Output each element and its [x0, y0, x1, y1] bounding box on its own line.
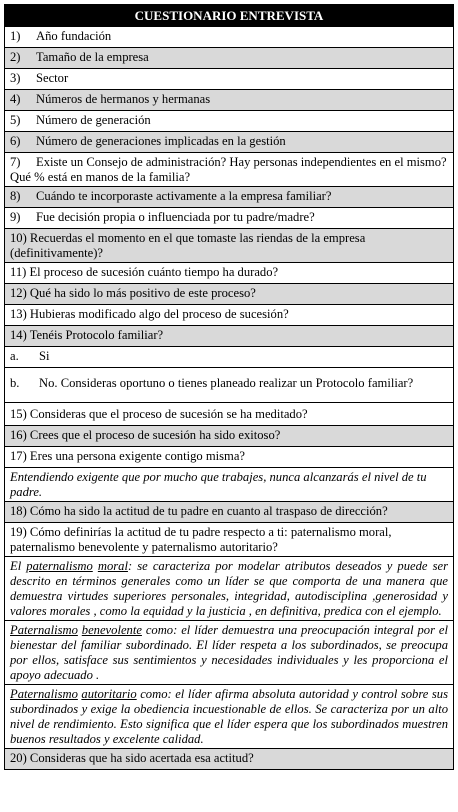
row-number: 5) — [10, 113, 21, 127]
row-number: 3) — [10, 71, 21, 85]
table-row — [5, 347, 454, 368]
row-text: Números de hermanos y hermanas — [36, 92, 211, 106]
row-text: 12) Qué ha sido lo más positivo de este proceso? — [5, 284, 454, 305]
definition-paternalismo-benevolente — [5, 621, 454, 685]
row-number: b. — [10, 376, 20, 390]
table-row — [5, 90, 454, 111]
table-row — [5, 749, 454, 770]
table-row — [5, 27, 454, 48]
table-row — [5, 426, 454, 447]
row-text: Número de generación — [36, 113, 151, 127]
table-row — [5, 523, 454, 557]
definition-paternalismo-autoritario — [5, 685, 454, 749]
table-row — [5, 132, 454, 153]
row-text: Existe un Consejo de administración? Hay personas independientes en el mismo? Qué % está en manos de la familia? — [10, 155, 447, 184]
table-row — [5, 468, 454, 502]
row-number: 6) — [10, 134, 21, 148]
definition-paternalismo-moral — [5, 557, 454, 621]
row-text: 15) Consideras que el proceso de sucesión se ha meditado? — [5, 403, 454, 426]
row-number: 2) — [10, 50, 21, 64]
table-row — [5, 263, 454, 284]
row-text: Tamaño de la empresa — [36, 50, 149, 64]
row-number: 4) — [10, 92, 21, 106]
table-row — [5, 447, 454, 468]
row-text: Sector — [36, 71, 69, 85]
definition-text: como: el líder afirma absoluta autoridad y control sobre sus subordinados y exige la obediencia incuestionable de ellos. Se caracteriza por un alto nivel de rendimiento. Esto significa que el líder espera que los subordinados muestren buenos resultados y excelente calidad. — [10, 687, 448, 746]
table-row — [5, 305, 454, 326]
row-text: 14) Tenéis Protocolo familiar? — [5, 326, 454, 347]
row-number: 1) — [10, 29, 21, 43]
row-text: 13) Hubieras modificado algo del proceso de sucesión? — [5, 305, 454, 326]
definition-term: paternalismo — [26, 559, 93, 573]
table-row — [5, 685, 454, 749]
row-number: a. — [10, 349, 19, 363]
row-text: No. Consideras oportuno o tienes planeado realizar un Protocolo familiar? — [39, 376, 414, 390]
definition-term: autoritario — [81, 687, 137, 701]
questionnaire-table — [4, 4, 454, 770]
table-row — [5, 187, 454, 208]
table-row — [5, 69, 454, 90]
table-row — [5, 284, 454, 305]
table-row — [5, 111, 454, 132]
row-text: Entendiendo exigente que por mucho que trabajes, nunca alcanzarás el nivel de tu padre. — [5, 468, 454, 502]
table-row — [5, 153, 454, 187]
row-text: 10) Recuerdas el momento en el que tomaste las riendas de la empresa (definitivamente)? — [5, 229, 454, 263]
table-row — [5, 502, 454, 523]
table-row — [5, 557, 454, 621]
table-row — [5, 326, 454, 347]
row-number: 8) — [10, 189, 21, 203]
table-row — [5, 403, 454, 426]
row-text: 17) Eres una persona exigente contigo misma? — [5, 447, 454, 468]
definition-term: El — [10, 559, 22, 573]
definition-text: : se caracteriza por modelar atributos deseados y puede ser descrito en términos generales como un líder se que comporta de una manera que demuestra virtudes superiores personales, integridad, autodisciplina ,generosidad y valores morales , como la equidad y la justicia , en definitiva, predica con el ejemplo. — [10, 559, 448, 618]
row-text: 20) Consideras que ha sido acertada esa actitud? — [5, 749, 454, 770]
table-row — [5, 621, 454, 685]
row-number: 9) — [10, 210, 21, 224]
row-text: 18) Cómo ha sido la actitud de tu padre en cuanto al traspaso de dirección? — [5, 502, 454, 523]
definition-term: Paternalismo — [10, 623, 78, 637]
row-text: Año fundación — [36, 29, 112, 43]
table-row — [5, 368, 454, 403]
row-text: 19) Cómo definirías la actitud de tu padre respecto a ti: paternalismo moral, paternalismo benevolente y paternalismo autoritario? — [5, 523, 454, 557]
definition-term: Paternalismo — [10, 687, 78, 701]
questionnaire — [4, 4, 454, 770]
definition-term: moral — [97, 559, 128, 573]
row-text: Si — [39, 349, 50, 363]
definition-term: benevolente — [81, 623, 142, 637]
row-text: 16) Crees que el proceso de sucesión ha sido exitoso? — [5, 426, 454, 447]
table-row — [5, 208, 454, 229]
table-row — [5, 48, 454, 69]
definition-text: como: el líder demuestra una preocupación integral por el bienestar del familiar subordinado. El líder respeta a los subordinados, se preocupa por ellos, satisface sus sentimientos y necesidades individuales y les proporciona el apoyo adecuado . — [10, 623, 448, 682]
row-text: Número de generaciones implicadas en la gestión — [36, 134, 286, 148]
table-header: CUESTIONARIO ENTREVISTA — [5, 5, 454, 27]
row-number: 7) — [10, 155, 21, 169]
row-text: 11) El proceso de sucesión cuánto tiempo ha durado? — [5, 263, 454, 284]
row-text: Fue decisión propia o influenciada por tu padre/madre? — [36, 210, 315, 224]
table-row — [5, 229, 454, 263]
row-text: Cuándo te incorporaste activamente a la empresa familiar? — [36, 189, 332, 203]
